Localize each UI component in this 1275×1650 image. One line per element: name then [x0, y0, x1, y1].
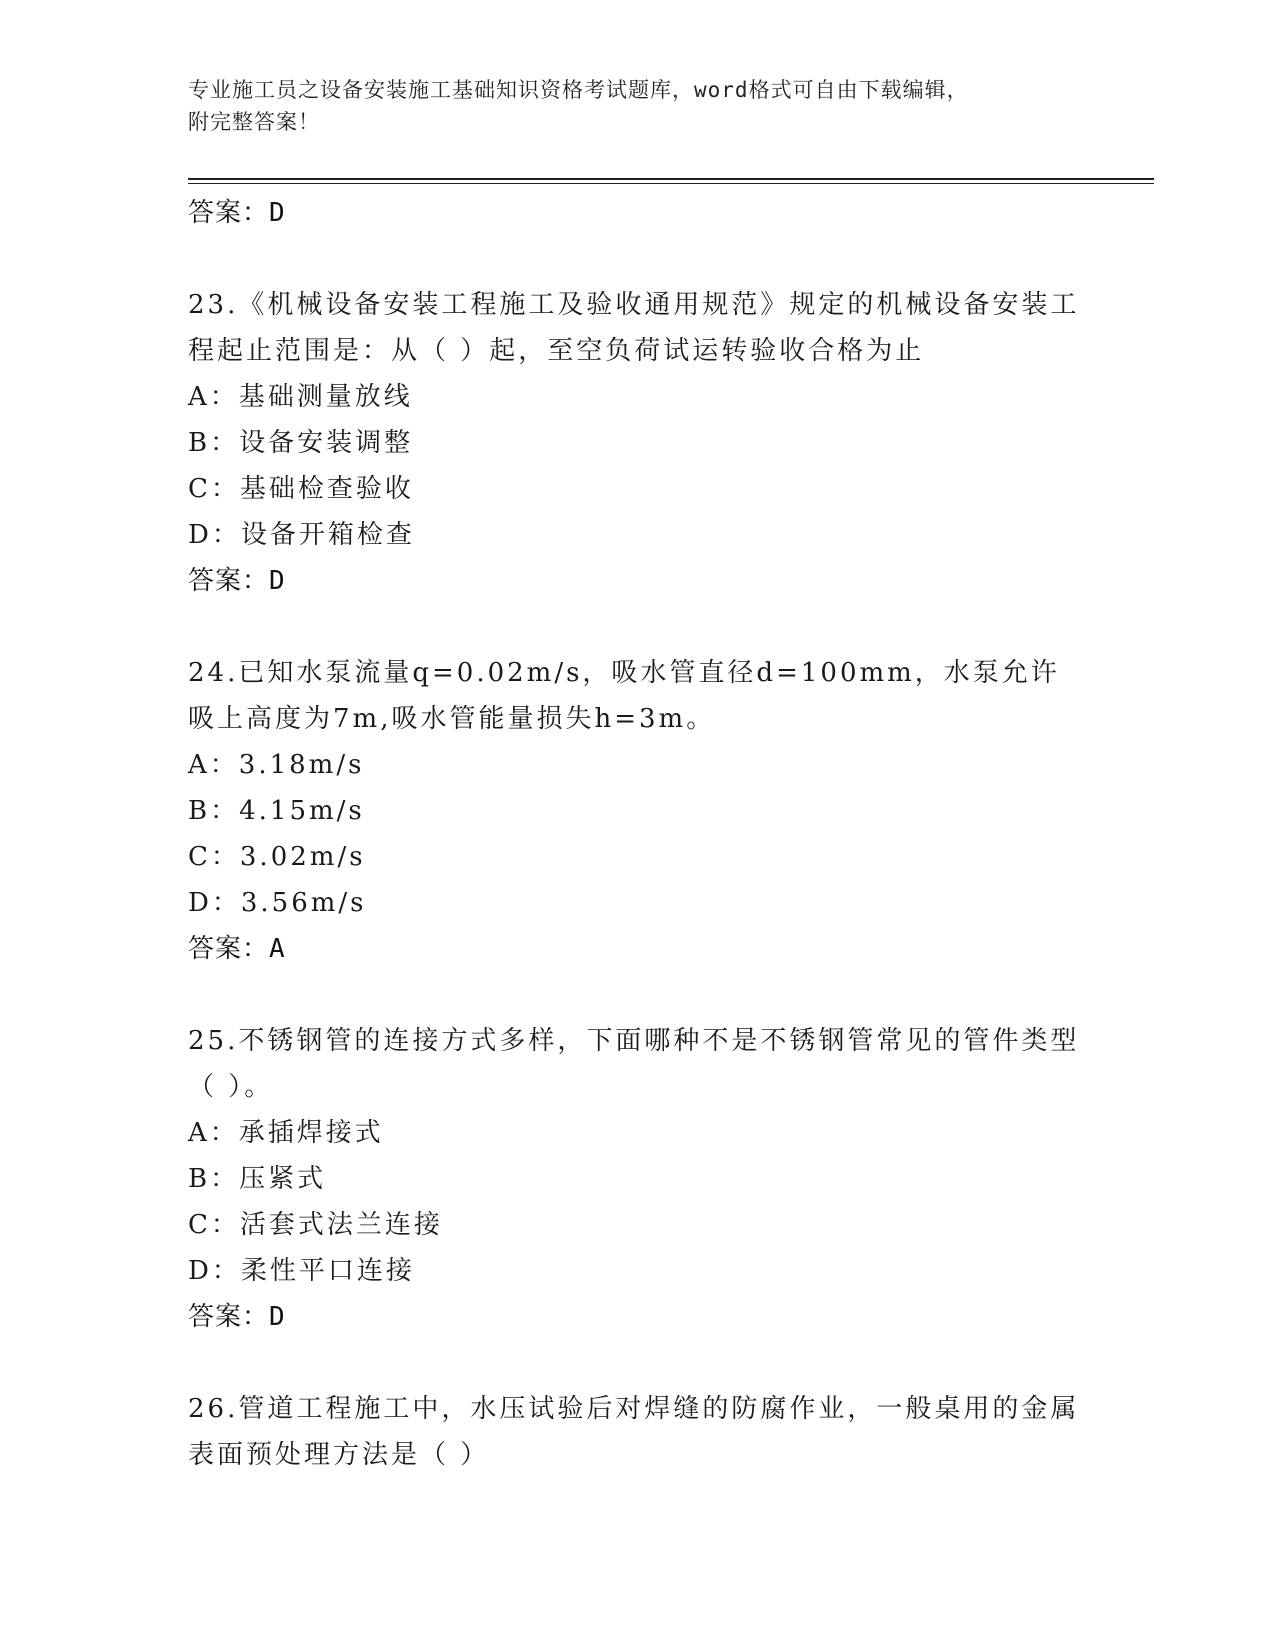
option-d: D：3.56m/s — [188, 888, 367, 918]
option-d: D：柔性平口连接 — [188, 1256, 415, 1286]
option-c: C：3.02m/s — [188, 842, 366, 872]
document-header — [188, 74, 1068, 138]
option-b: B：设备安装调整 — [188, 428, 414, 458]
previous-answer: 答案：D — [188, 198, 286, 228]
option-d: D：设备开箱检查 — [188, 520, 415, 550]
option-a: A：承插焊接式 — [188, 1118, 384, 1148]
spacer — [188, 604, 1088, 650]
option-c: C：活套式法兰连接 — [188, 1210, 443, 1240]
question-text: 23.《机械设备安装工程施工及验收通用规范》规定的机械设备安装工程起止范围是：从（ ）起，至空负荷试运转验收合格为止 — [188, 290, 1080, 366]
question-25 — [188, 1018, 1088, 1340]
answer-label: 答案：D — [188, 1302, 286, 1332]
option-b: B：压紧式 — [188, 1164, 327, 1194]
question-text: 24.已知水泵流量q=0.02m/s，吸水管直径d=100mm，水泵允许吸上高度为7m,吸水管能量损失h=3m。 — [188, 658, 1060, 734]
question-text: 26.管道工程施工中，水压试验后对焊缝的防腐作业，一般桌用的金属表面预处理方法是（ ） — [188, 1394, 1080, 1470]
answer-label: 答案：A — [188, 934, 286, 964]
option-a: A：3.18m/s — [188, 750, 365, 780]
header-line-2: 附完整答案！ — [188, 110, 320, 134]
answer-label: 答案：D — [188, 566, 286, 596]
question-text: 25.不锈钢管的连接方式多样，下面哪种不是不锈钢管常见的管件类型（ ）。 — [188, 1026, 1080, 1102]
question-24 — [188, 650, 1088, 972]
question-26 — [188, 1386, 1088, 1478]
option-b: B：4.15m/s — [188, 796, 365, 826]
spacer — [188, 1340, 1088, 1386]
question-23 — [188, 282, 1088, 604]
header-divider-thin — [188, 183, 1154, 184]
spacer — [188, 236, 1088, 282]
spacer — [188, 972, 1088, 1018]
header-line-1: 专业施工员之设备安装施工基础知识资格考试题库，word格式可自由下载编辑， — [188, 78, 969, 102]
question-list — [188, 190, 1088, 1478]
option-c: C：基础检查验收 — [188, 474, 414, 504]
header-divider — [188, 178, 1154, 180]
option-a: A：基础测量放线 — [188, 382, 413, 412]
